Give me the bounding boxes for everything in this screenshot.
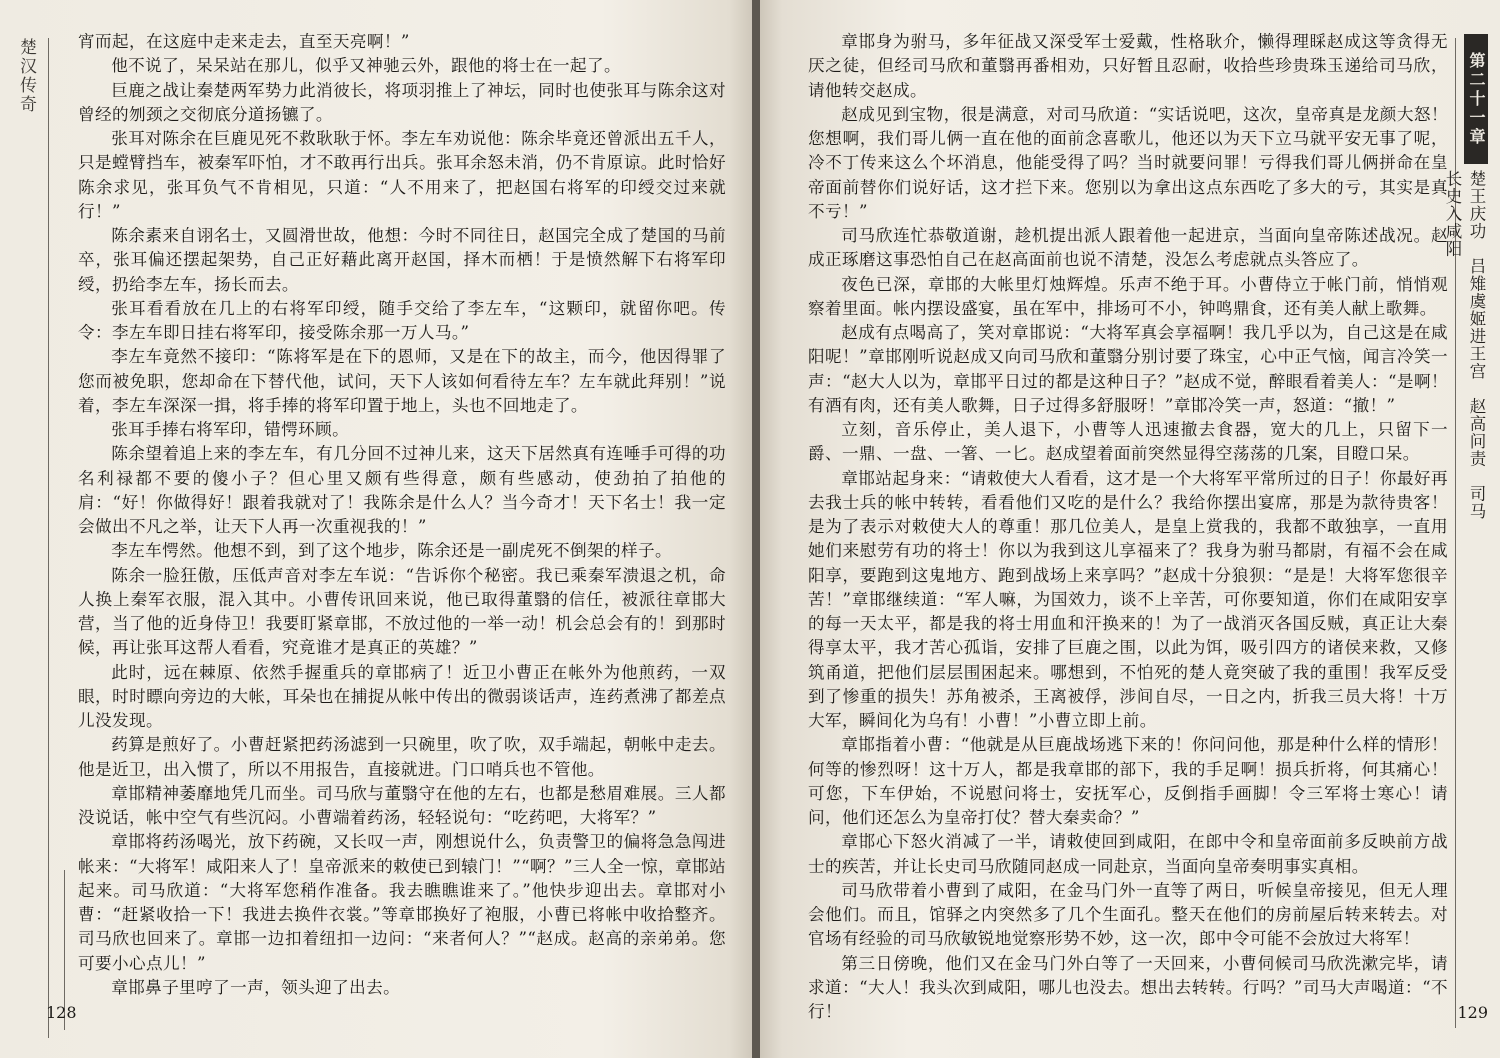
running-head: 楚汉传奇	[16, 38, 36, 114]
paragraph: 章邯指着小曹：“他就是从巨鹿战场逃下来的！你问问他，那是种什么样的情形！何等的惨烈呀！这十万人，都是我章邯的部下，我的手足啊！损兵折将，何其痛心！可您，下车伊始，不说慰问将士，安抚军心，反倒指手画脚！令三军将士寒心！请问，他们还怎么为皇帝打仗？替大秦卖命？”	[808, 735, 1448, 827]
page-number: 129	[1457, 1003, 1488, 1022]
margin-rule	[48, 38, 49, 1038]
paragraph: 陈余一脸狂傲，压低声音对李左车说：“告诉你个秘密。我已乘秦军溃退之机，命人换上秦军衣服，混入其中。小曹传讯回来说，他已取得董翳的信任，被派往章邯大营，当了他的近身侍卫！我要盯紧章邯，不放过他的一举一动！机会总会有的！到那时候，再让张耳这帮人看看，究竟谁才是真正的英雄？”	[78, 565, 726, 658]
paragraph: 李左车愕然。他想不到，到了这个地步，陈余还是一副虎死不倒架的样子。	[111, 541, 672, 561]
paragraph: 章邯鼻子里哼了一声，领头迎了出去。	[111, 977, 401, 997]
paragraph: 夜色已深，章邯的大帐里灯烛辉煌。乐声不绝于耳。小曹侍立于帐门前，悄悄观察着里面。帐内摆设盛宴，虽在军中，排场可不小，钟鸣鼎食，还有美人献上歌舞。	[808, 274, 1448, 318]
paragraph: 第三日傍晚，他们又在金马门外白等了一天回来，小曹伺候司马欣洗漱完毕，请求道：“大人！我头次到咸阳，哪儿也没去。想出去转转。行吗？”司马大声喝道：“不行！	[808, 953, 1448, 1021]
paragraph: 张耳手捧右将军印，错愕环顾。	[111, 420, 350, 439]
chapter-subtitle: 楚王庆功 吕雉虞姬进王宫 赵高问责 司马长史入咸阳	[1443, 170, 1486, 520]
paragraph: 陈余望着追上来的李左车，有几分回不过神儿来，这天下居然真有连唾手可得的功名利禄都不要的傻小子？但心里又颇有些得意，颇有些感动，使劲拍了拍他的肩：“好！你做得好！跟着我就对了！我陈余是什么人？当今奇才！天下名士！我一定会做出不凡之举，让天下人再一次重视我的！”	[78, 444, 726, 536]
paragraph: 陈余素来自诩名士，又圆滑世故，他想：今时不同往日，赵国完全成了楚国的马前卒，张耳偏还摆起架势，自己正好藉此离开赵国，择木而栖！于是愤然解下右将军印绶，扔给李左车，扬长而去。	[78, 226, 726, 294]
left-body-text	[78, 30, 726, 1000]
paragraph: 章邯心下怒火消减了一半，请敕使回到咸阳，在郎中令和皇帝面前多反映前方战士的疾苦，并让长史司马欣随同赵成一同赴京，当面向皇帝奏明事实真相。	[808, 832, 1448, 876]
paragraph: 此时，远在棘原、依然手握重兵的章邯病了！近卫小曹正在帐外为他煎药，一双眼，时时瞟向旁边的大帐，耳朵也在捕捉从帐中传出的微弱谈话声，连药煮沸了都差点儿没发现。	[78, 662, 726, 730]
paragraph: 张耳对陈余在巨鹿见死不救耿耿于怀。李左车劝说他：陈余毕竟还曾派出五千人，只是螳臂挡车，被秦军吓怕，才不敢再行出兵。张耳余怒未消，仍不肯原谅。此时恰好陈余求见，张耳负气不肯相见，只道：“人不用来了，把赵国右将军的印绶交过来就行！”	[78, 129, 726, 221]
paragraph: 赵成见到宝物，很是满意，对司马欣道：“实话说吧，这次，皇帝真是龙颜大怒！您想啊，我们哥儿俩一直在他的面前念喜歌儿，他还以为天下立马就平安无事了呢，冷不丁传来这么个坏消息，他能受得了吗？当时就要问罪！亏得我们哥儿俩拼命在皇帝面前替你们说好话，这才拦下来。您别以为拿出这点东西吃了多大的亏，其实是真不亏！”	[808, 104, 1448, 221]
page-number: 128	[46, 1003, 77, 1022]
paragraph: 李左车竟然不接印：“陈将军是在下的恩师，又是在下的故主，而今，他因得罪了您而被免职，您却命在下替代他，试问，天下人该如何看待左车？左车就此拜别！”说着，李左车深深一揖，将手捧的将军印置于地上，头也不回地走了。	[78, 347, 726, 415]
paragraph: 药算是煎好了。小曹赶紧把药汤滤到一只碗里，吹了吹，双手端起，朝帐中走去。他是近卫，出入惯了，所以不用报告，直接就进。门口哨兵也不管他。	[78, 735, 726, 779]
paragraph: 他不说了，呆呆站在那儿，似乎又神驰云外，跟他的将士在一起了。	[111, 56, 621, 76]
paragraph: 司马欣带着小曹到了咸阳，在金马门外一直等了两日，听候皇帝接见，但无人理会他们。而且，馆驿之内突然多了几个生面孔。整天在他们的房前屋后转来转去。对官场有经验的司马欣敏锐地觉察形势不妙，这一次，郎中令可能不会放过大将军！	[808, 880, 1448, 949]
paragraph: 章邯身为驸马，多年征战又深受军士爱戴，性格耿介，懒得理睬赵成这等贪得无厌之徒，但经司马欣和董翳再番相劝，只好暂且忍耐，收拾些珍贵珠玉递给司马欣，请他转交赵成。	[808, 32, 1448, 100]
right-page	[760, 0, 1500, 1058]
chapter-label: 第二十一章	[1464, 34, 1488, 164]
paragraph: 章邯站起身来：“请敕使大人看看，这才是一个大将军平常所过的日子！你最好再去我士兵的帐中转转，看看他们又吃的是什么？我给你摆出宴席，那是为款待贵客！是为了表示对敕使大人的尊重！那几位美人，是皇上赏我的，我都不敢独享，一直用她们来慰劳有功的将士！你以为我到这儿享福来了？我身为驸马都尉，有福不会在咸阳享，要跑到这鬼地方、跑到战场上来享吗？”赵成十分狼狈：“是是！大将军您很辛苦！”章邯继续道：“军人嘛，为国效力，谈不上辛苦，可你要知道，你们在咸阳安享的每一天太平，都是我的将士用血和汗换来的！为了一战消灭各国反贼，真正让大秦得享太平，我才苦心孤诣，安排了巨鹿之围，以此为饵，吸引四方的诸侯来救，又修筑甬道，把他们层层围困起来。哪想到，不怕死的楚人竟突破了我的重围！我军反受到了惨重的损失！苏角被杀，王离被俘，涉间自尽，一日之内，折我三员大将！十万大军，瞬间化为乌有！小曹！”小曹立即上前。	[808, 468, 1448, 730]
paragraph: 章邯将药汤喝光，放下药碗，又长叹一声，刚想说什么，负责警卫的偏将急急闯进帐来：“大将军！咸阳来人了！皇帝派来的敕使已到辕门！”“啊？”三人全一惊，章邯站起来。司马欣道：“大将军您稍作准备。我去瞧瞧谁来了。”他快步迎出去。章邯对小曹：“赶紧收拾一下！我进去换件衣裳。”等章邯换好了袍服，小曹已将帐中收拾整齐。司马欣也回来了。章邯一边扣着纽扣一边问：“来者何人？”“赵成。赵高的亲弟弟。您可要小心点儿！”	[78, 832, 726, 973]
paragraph: 司马欣连忙恭敬道谢，趁机提出派人跟着他一起进京，当面向皇帝陈述战况。赵成正琢磨这事恐怕自己在赵高面前也说不清楚，没怎么考虑就点头答应了。	[808, 226, 1448, 270]
paragraph: 赵成有点喝高了，笑对章邯说：“大将军真会享福啊！我几乎以为，自己这是在咸阳呢！”章邯刚听说赵成又向司马欣和董翳分别讨要了珠宝，心中正气恼，闻言冷笑一声：“赵大人以为，章邯平日过的都是这种日子？”赵成不觉，醉眼看着美人：“是啊！有酒有肉，还有美人歌舞，日子过得多舒服呀！”章邯冷笑一声，怒道：“撤！”	[808, 323, 1448, 415]
paragraph: 章邯精神萎靡地凭几而坐。司马欣与董翳守在他的左右，也都是愁眉难展。三人都没说话，帐中空气有些沉闷。小曹端着药汤，轻轻说句：“吃药吧，大将军？”	[78, 783, 726, 827]
paragraph: 宵而起，在这庭中走来走去，直至天亮啊！”	[78, 32, 410, 51]
book-gutter	[752, 0, 760, 1058]
paragraph: 巨鹿之战让秦楚两军势力此消彼长，将项羽推上了神坛，同时也使张耳与陈余这对曾经的刎颈之交彻底分道扬镳了。	[78, 80, 726, 124]
paragraph: 张耳看看放在几上的右将军印绶，随手交给了李左车，“这颗印，就留你吧。传令：李左车即日挂右将军印，接受陈余那一万人马。”	[78, 298, 726, 342]
paragraph: 立刻，音乐停止，美人退下，小曹等人迅速撤去食器，宽大的几上，只留下一爵、一鼎、一盘、一箸、一匕。赵成望着面前突然显得空荡荡的几案，目瞪口呆。	[808, 420, 1448, 464]
right-body-text	[808, 30, 1448, 1024]
